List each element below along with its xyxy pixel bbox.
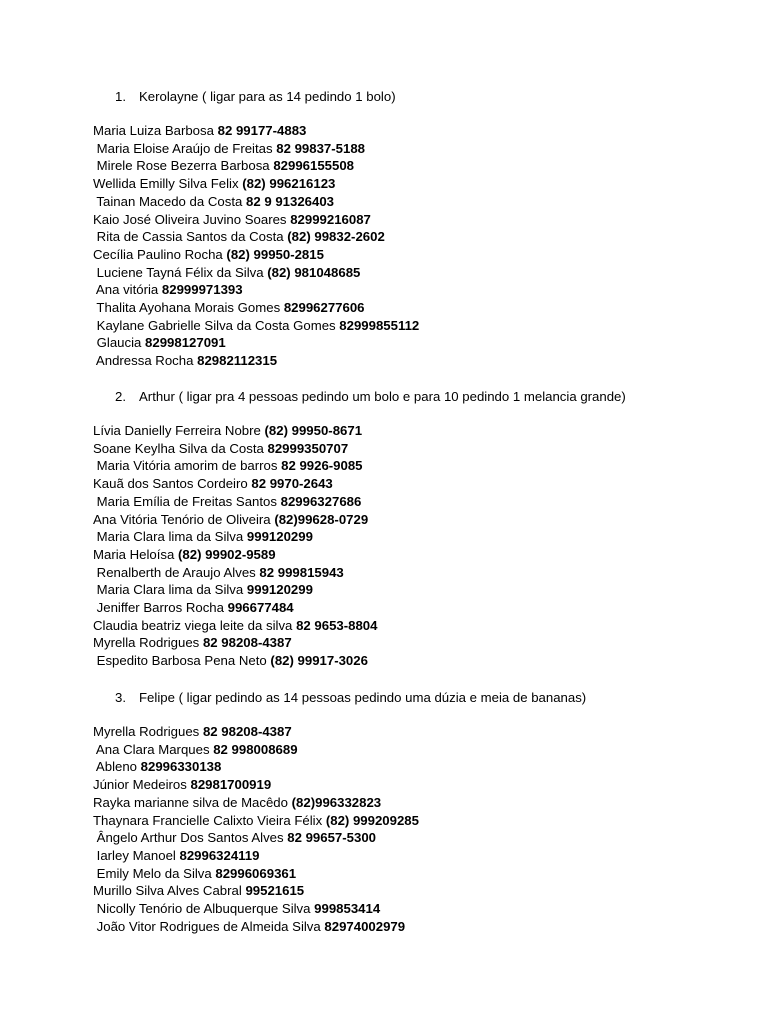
- contact-phone: 82999350707: [267, 440, 349, 456]
- contact-phone: (82) 99832-2602: [287, 229, 385, 245]
- section-heading-2: [115, 388, 626, 405]
- contact-entry: [93, 758, 221, 776]
- contact-entry: [93, 228, 385, 246]
- contact-name: Mirele Rose Bezerra Barbosa: [93, 158, 274, 174]
- section-heading-text: Arthur ( ligar pra 4 pessoas pedindo um bolo e para 10 pedindo 1 melancia grande): [139, 389, 626, 404]
- contact-phone: (82) 99950-8671: [264, 423, 363, 438]
- contact-entry: [93, 599, 294, 617]
- contact-phone: 999853414: [314, 901, 381, 916]
- contact-name: Ana vitória: [93, 282, 162, 298]
- contact-entry: [93, 511, 368, 529]
- contact-entry: [93, 246, 324, 264]
- contact-name: Maria Clara lima da Silva: [93, 529, 247, 545]
- contact-name: Myrella Rodrigues: [93, 635, 203, 651]
- contact-entry: [93, 652, 368, 670]
- contact-entry: [93, 882, 304, 900]
- contact-phone: 82 99837-5188: [276, 140, 365, 156]
- contact-phone: 82 998008689: [213, 741, 298, 757]
- contact-entry: [93, 299, 365, 317]
- contact-phone: 82 9653-8804: [296, 617, 378, 633]
- contact-phone: (82) 99917-3026: [270, 653, 368, 669]
- contact-name: Maria Luiza Barbosa: [93, 123, 218, 138]
- contact-phone: 99521615: [245, 883, 305, 899]
- contact-entry: [93, 564, 344, 582]
- contact-name: Soane Keylha Silva da Costa: [93, 440, 268, 456]
- contact-entry: [93, 829, 376, 847]
- contact-phone: (82) 999209285: [325, 812, 419, 828]
- contact-entry: [93, 634, 292, 652]
- contact-phone: 82996324119: [179, 847, 260, 863]
- contact-phone: 82981700919: [190, 777, 272, 793]
- contact-entry: [93, 175, 335, 193]
- list-number: 3.: [115, 690, 126, 705]
- contact-name: Ana Clara Marques: [93, 741, 214, 757]
- contact-entry: [93, 193, 334, 211]
- contact-phone: 82999971393: [161, 282, 243, 298]
- contact-entry: [93, 475, 333, 493]
- contact-phone: 996677484: [227, 600, 294, 615]
- section-heading-1: [115, 88, 396, 105]
- contact-entry: [93, 865, 296, 883]
- contact-phone: 82 98208-4387: [202, 635, 292, 651]
- contact-entry: [93, 794, 381, 812]
- list-number: 1.: [115, 89, 126, 104]
- contact-name: Tainan Macedo da Costa: [93, 193, 246, 209]
- contact-name: Rita de Cassia Santos da Costa: [93, 229, 288, 245]
- contact-name: Ângelo Arthur Dos Santos Alves: [93, 830, 288, 846]
- contact-entry: [93, 723, 292, 741]
- contact-name: Lívia Danielly Ferreira Nobre: [93, 423, 265, 438]
- contact-name: João Vitor Rodrigues de Almeida Silva: [93, 918, 325, 934]
- contact-entry: [93, 264, 360, 282]
- contact-entry: [93, 440, 348, 458]
- contact-entry: [93, 122, 306, 140]
- contact-name: Kaylane Gabrielle Silva da Costa Gomes: [93, 317, 340, 333]
- contact-name: Espedito Barbosa Pena Neto: [93, 653, 271, 669]
- contact-phone: (82) 981048685: [267, 264, 361, 280]
- contact-entry: [93, 812, 419, 830]
- contact-entry: [93, 422, 362, 440]
- contact-entry: [93, 352, 277, 370]
- contact-name: Maria Heloísa: [93, 546, 179, 562]
- contact-phone: 82 9 91326403: [245, 193, 334, 209]
- contact-entry: [93, 457, 363, 475]
- contact-name: Maria Vitória amorim de barros: [93, 458, 282, 474]
- contact-entry: [93, 617, 377, 635]
- contact-phone: 82996327686: [280, 493, 362, 509]
- contact-entry: [93, 211, 371, 229]
- contact-name: Ableno: [93, 759, 141, 775]
- list-number: 2.: [115, 389, 126, 404]
- contact-name: Cecília Paulino Rocha: [93, 246, 227, 262]
- contact-name: Claudia beatriz viega leite da silva: [93, 617, 297, 633]
- contact-name: Maria Emília de Freitas Santos: [93, 493, 281, 509]
- contact-entry: [93, 918, 405, 936]
- contact-entry: [93, 546, 276, 564]
- contact-phone: 82998127091: [145, 335, 226, 351]
- contact-name: Nicolly Tenório de Albuquerque Silva: [93, 901, 315, 916]
- contact-name: Thaynara Francielle Calixto Vieira Félix: [93, 812, 326, 828]
- contact-entry: [93, 528, 313, 546]
- contact-phone: 82 9926-9085: [281, 458, 363, 474]
- contact-name: Kauã dos Santos Cordeiro: [93, 476, 252, 492]
- contact-name: Murillo Silva Alves Cabral: [93, 883, 246, 899]
- contact-name: Thalita Ayohana Morais Gomes: [93, 300, 284, 315]
- contact-entry: [93, 157, 354, 175]
- contact-entry: [93, 334, 226, 352]
- contact-phone: 82996155508: [273, 158, 354, 174]
- contact-phone: 82996069361: [215, 865, 297, 881]
- contact-phone: 82999216087: [290, 211, 371, 227]
- contact-phone: 82 98208-4387: [202, 724, 292, 739]
- contact-entry: [93, 317, 419, 335]
- contact-phone: 999120299: [246, 582, 313, 598]
- contact-entry: [93, 281, 243, 299]
- contact-entry: [93, 900, 380, 918]
- contact-phone: 82999855112: [339, 317, 420, 333]
- contact-phone: 999120299: [246, 529, 313, 545]
- section-heading-3: [115, 689, 586, 706]
- contact-entry: [93, 847, 259, 865]
- contact-name: Maria Eloise Araújo de Freitas: [93, 140, 277, 156]
- contact-name: Andressa Rocha: [93, 353, 198, 369]
- contact-name: Kaio José Oliveira Juvino Soares: [93, 211, 291, 227]
- contact-name: Maria Clara lima da Silva: [93, 582, 247, 598]
- contact-phone: 82 99177-4883: [217, 123, 307, 138]
- contact-phone: 82 999815943: [259, 564, 344, 580]
- section-heading-text: Felipe ( ligar pedindo as 14 pessoas pedindo uma dúzia e meia de bananas): [139, 690, 587, 705]
- contact-entry: [93, 581, 313, 599]
- contact-phone: 82996330138: [140, 759, 222, 775]
- contact-name: Emily Melo da Silva: [93, 865, 216, 881]
- contact-phone: (82)99628-0729: [274, 511, 369, 527]
- contact-name: Júnior Medeiros: [93, 777, 191, 793]
- contact-phone: 82982112315: [197, 353, 278, 369]
- contact-phone: 82996277606: [283, 300, 365, 315]
- contact-phone: 82974002979: [324, 918, 406, 934]
- contact-phone: (82) 996216123: [242, 176, 336, 192]
- contact-entry: [93, 140, 365, 158]
- contact-phone: 82 99657-5300: [287, 830, 376, 846]
- section-heading-text: Kerolayne ( ligar para as 14 pedindo 1 bolo): [139, 89, 396, 104]
- contact-name: Glaucia: [93, 335, 146, 351]
- contact-name: Luciene Tayná Félix da Silva: [93, 264, 268, 280]
- contact-phone: (82) 99950-2815: [226, 246, 324, 262]
- contact-name: Wellida Emilly Silva Felix: [93, 176, 243, 192]
- contact-name: Myrella Rodrigues: [93, 724, 203, 739]
- contact-phone: 82 9970-2643: [251, 476, 333, 492]
- contact-entry: [93, 776, 271, 794]
- contact-phone: (82) 99902-9589: [178, 546, 276, 562]
- contact-phone: (82)996332823: [291, 794, 382, 810]
- contact-entry: [93, 741, 298, 759]
- contact-name: Rayka marianne silva de Macêdo: [93, 794, 292, 810]
- contact-name: Iarley Manoel: [93, 847, 180, 863]
- contact-entry: [93, 493, 361, 511]
- contact-name: Renalberth de Araujo Alves: [93, 564, 260, 580]
- contact-name: Ana Vitória Tenório de Oliveira: [93, 511, 275, 527]
- contact-name: Jeniffer Barros Rocha: [93, 600, 228, 615]
